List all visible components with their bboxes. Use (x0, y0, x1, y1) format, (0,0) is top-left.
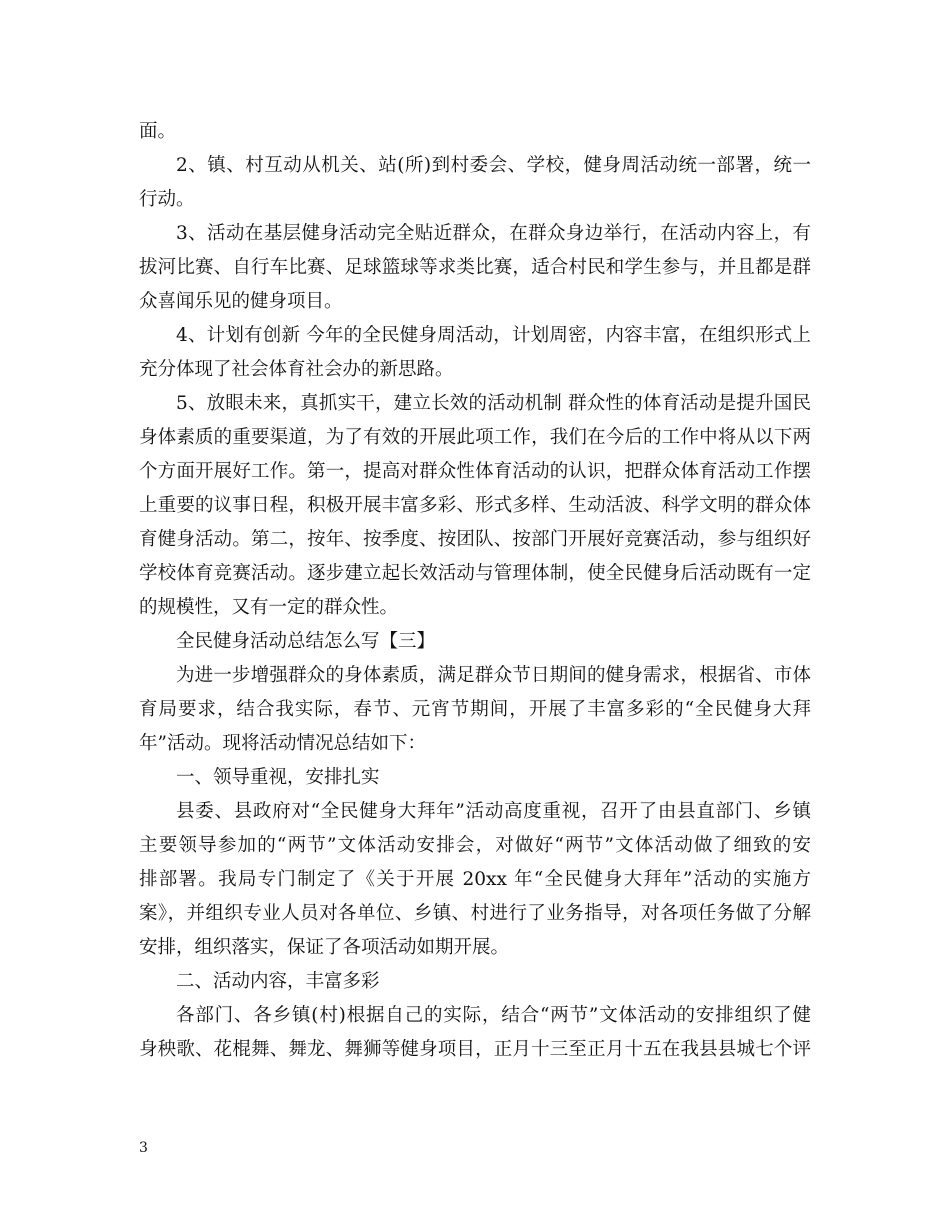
text-line: 排部署。我局专门制定了《关于开展 20xx 年“全民健身大拜年”活动的实施方 (139, 869, 811, 890)
text-line: 主要领导参加的“两节”文体活动安排会，对做好“两节”文体活动做了细致的安 (139, 835, 811, 856)
text-line: 案》，并组织专业人员对各单位、乡镇、村进行了业务指导，对各项任务做了分解 (139, 903, 811, 924)
text-line: 学校体育竞赛活动。逐步建立起长效活动与管理体制，使全民健身后活动既有一定 (139, 563, 811, 584)
text-line: 县委、县政府对“全民健身大拜年”活动高度重视，召开了由县直部门、乡镇 (176, 801, 811, 822)
text-line: 3、活动在基层健身活动完全贴近群众，在群众身边举行，在活动内容上，有 (176, 223, 811, 244)
document-body (139, 115, 811, 1067)
text-line: 面。 (139, 121, 177, 142)
text-line: 的规模性，又有一定的群众性。 (139, 597, 399, 618)
text-line: 各部门、各乡镇(村)根据自己的实际，结合“两节”文体活动的安排组织了健 (176, 1005, 811, 1026)
text-line: 身秧歌、花棍舞、舞龙、舞狮等健身项目，正月十三至正月十五在我县县城七个评 (139, 1039, 811, 1060)
text-line: 行动。 (139, 189, 195, 210)
text-line: 个方面开展好工作。第一，提高对群众性体育活动的认识，把群众体育活动工作摆 (139, 461, 811, 482)
text-line: 众喜闻乐见的健身项目。 (139, 291, 343, 312)
text-line: 二、活动内容，丰富多彩 (176, 971, 380, 992)
text-line: 身体素质的重要渠道，为了有效的开展此项工作，我们在今后的工作中将从以下两 (139, 427, 811, 448)
text-line: 5、放眼未来，真抓实干，建立长效的活动机制 群众性的体育活动是提升国民 (176, 393, 811, 414)
text-line: 为进一步增强群众的身体素质，满足群众节日期间的健身需求，根据省、市体 (176, 665, 811, 686)
text-line: 拔河比赛、自行车比赛、足球篮球等求类比赛，适合村民和学生参与，并且都是群 (139, 257, 811, 278)
text-line: 2、镇、村互动从机关、站(所)到村委会、学校，健身周活动统一部署，统一 (176, 155, 811, 176)
text-line: 充分体现了社会体育社会办的新思路。 (139, 359, 454, 380)
text-line: 育健身活动。第二，按年、按季度、按团队、按部门开展好竞赛活动，参与组织好 (139, 529, 811, 550)
text-line: 年”活动。现将活动情况总结如下： (139, 733, 426, 754)
page-number: 3 (139, 1140, 148, 1156)
text-line: 一、领导重视，安排扎实 (176, 767, 380, 788)
text-line: 安排，组织落实，保证了各项活动如期开展。 (139, 937, 510, 958)
text-line: 育局要求，结合我实际，春节、元宵节期间，开展了丰富多彩的“全民健身大拜 (139, 699, 811, 720)
text-line: 全民健身活动总结怎么写【三】 (176, 631, 436, 652)
text-line: 4、计划有创新 今年的全民健身周活动，计划周密，内容丰富，在组织形式上 (176, 325, 811, 346)
text-line: 上重要的议事日程，积极开展丰富多彩、形式多样、生动活波、科学文明的群众体 (139, 495, 811, 516)
